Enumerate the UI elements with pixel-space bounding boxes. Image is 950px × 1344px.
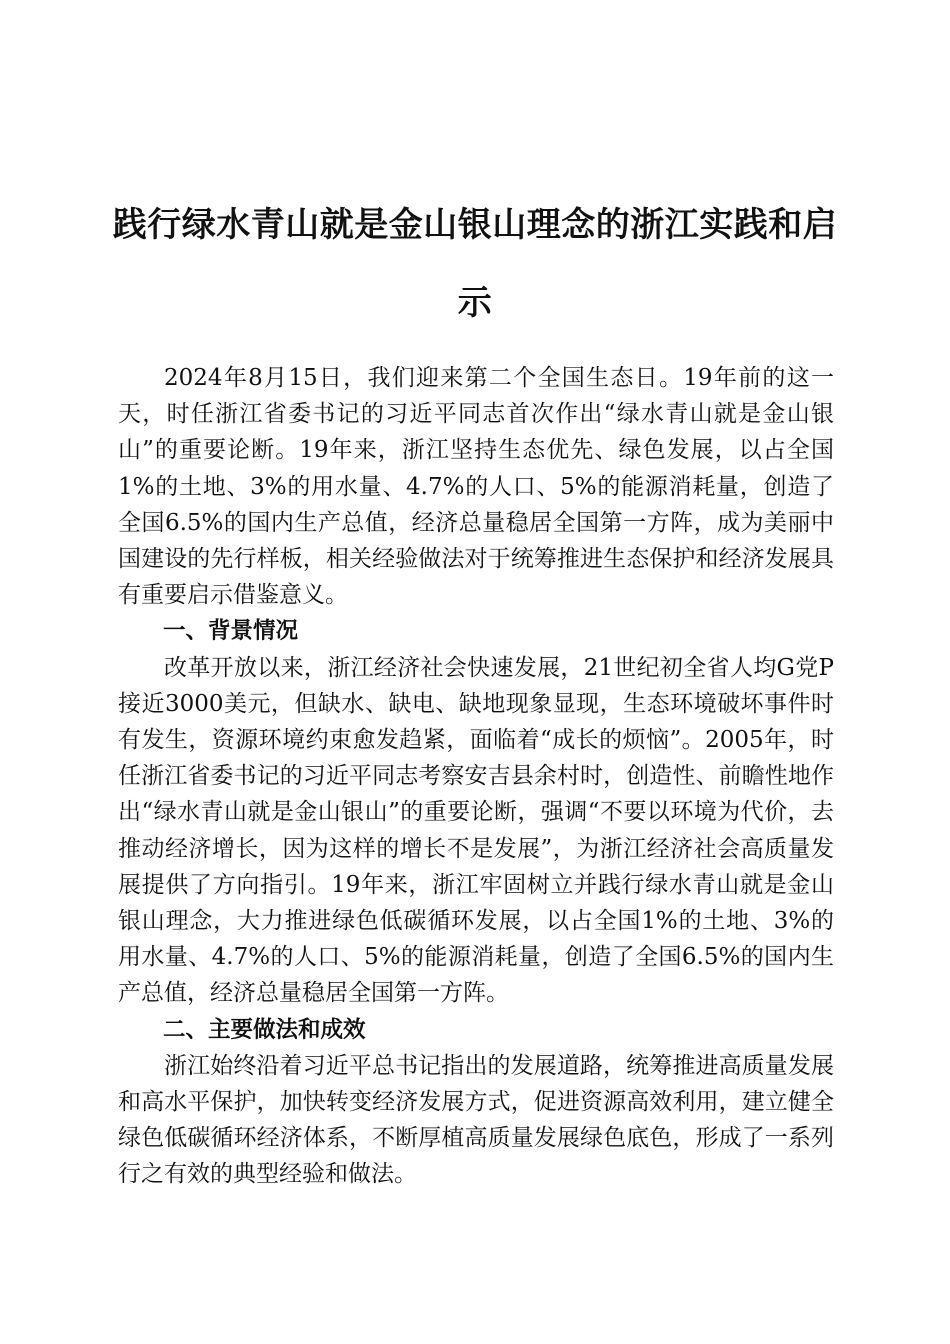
paragraph-background: 改革开放以来，浙江经济社会快速发展，21世纪初全省人均G党P接近3000美元，但缺水、缺电、缺地现象显现，生态环境破坏事件时有发生，资源环境约束愈发趋紧，面临着“成长的烦恼”。2005年，时任浙江省委书记的习近平同志考察安吉县余村时，创造性、前瞻性地作出“绿水青山就是金山银山”的重要论断，强调“不要以环境为代价，去推动经济增长，因为这样的增长不是发展”，为浙江经济社会高质量发展提供了方向指引。19年来，浙江牢固树立并践行绿水青山就是金山银山理念，大力推进绿色低碳循环发展，以占全国1%的土地、3%的用水量、4.7%的人口、5%的能源消耗量，创造了全国6.5%的国内生产总值，经济总量稳居全国第一方阵。	[118, 654, 834, 1007]
section-heading-background: 一、背景情况	[163, 618, 299, 645]
document-title: 践行绿水青山就是金山银山理念的浙江实践和启示	[112, 205, 838, 323]
document-body	[118, 360, 834, 1193]
paragraph-practices: 浙江始终沿着习近平总书记指出的发展道路，统筹推进高质量发展和高水平保护，加快转变经济发展方式，促进资源高效利用，建立健全绿色低碳循环经济体系，不断厚植高质量发展绿色底色，形成了一系列行之有效的典型经验和做法。	[118, 1052, 834, 1188]
paragraph-intro: 2024年8月15日，我们迎来第二个全国生态日。19年前的这一天，时任浙江省委书记的习近平同志首次作出“绿水青山就是金山银山”的重要论断。19年来，浙江坚持生态优先、绿色发展，以占全国1%的土地、3%的用水量、4.7%的人口、5%的能源消耗量，创造了全国6.5%的国内生产总值，经济总量稳居全国第一方阵，成为美丽中国建设的先行样板，相关经验做法对于统筹推进生态保护和经济发展具有重要启示借鉴意义。	[118, 365, 834, 609]
section-heading-practices: 二、主要做法和成效	[163, 1016, 366, 1043]
